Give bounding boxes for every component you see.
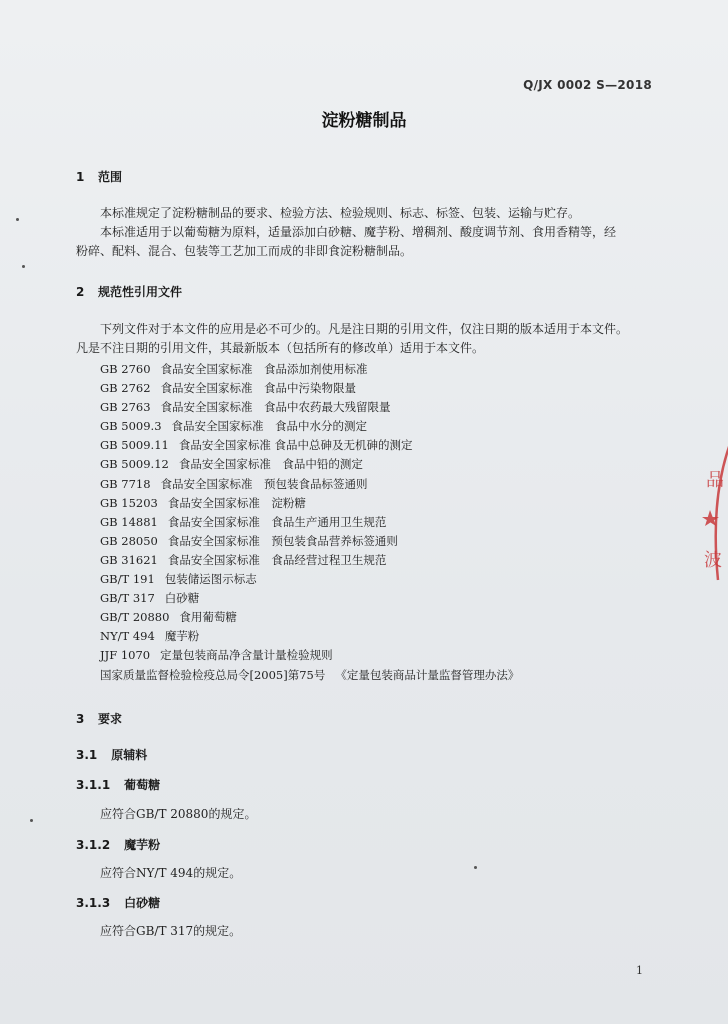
reference-title: 食品安全国家标准 淀粉糖 (167, 495, 306, 510)
subsection-3-1-heading (76, 746, 147, 763)
reference-code: GB 14881 (100, 514, 158, 529)
reference-code: GB/T 317 (100, 591, 155, 606)
reference-item (100, 398, 519, 417)
reference-item (100, 589, 519, 608)
reference-title: 包装储运图示标志 (164, 572, 257, 587)
references-intro-line-1: 下列文件对于本文件的应用是必不可少的。凡是注日期的引用文件，仅注日期的版本适用于本文件。 (100, 322, 629, 336)
reference-item (100, 513, 519, 532)
reference-title: 食品安全国家标准 食品中水分的测定 (171, 419, 368, 434)
reference-title: 食品安全国家标准 食品中农药最大残留限量 (160, 400, 391, 415)
reference-title: 食品安全国家标准 食品中污染物限量 (160, 381, 357, 396)
clause-3-1-2-heading (76, 836, 160, 853)
scope-paragraph-1: 本标准规定了淀粉糖制品的要求、检验方法、检验规则、标志、标签、包装、运输与贮存。 (100, 206, 581, 220)
reference-code: GB 5009.11 (100, 438, 169, 453)
clause-3-1-2-text: 应符合NY/T 494的规定。 (100, 866, 242, 880)
reference-item (100, 436, 519, 455)
standard-number: Q/JX 0002 S—2018 (523, 78, 652, 92)
reference-item (100, 475, 519, 494)
reference-title: 食品安全国家标准 食品中总砷及无机砷的测定 (178, 438, 413, 453)
reference-code: GB 2760 (100, 362, 151, 376)
clause-3-1-1-text: 应符合GB/T 20880的规定。 (100, 807, 257, 821)
clause-number: 3.1.1 (76, 778, 111, 792)
seal-char: 波 (704, 550, 722, 571)
reference-code: GB/T 191 (100, 572, 155, 587)
reference-title: 食品安全国家标准 食品添加剂使用标准 (160, 362, 368, 376)
section-number: 3 (76, 712, 85, 726)
section-title: 规范性引用文件 (98, 285, 183, 299)
reference-item (100, 455, 519, 474)
reference-title: 食品安全国家标准 食品中铅的测定 (178, 457, 363, 472)
seal-char: 品 (706, 470, 724, 491)
clause-3-1-3-heading (76, 894, 160, 911)
section-1-heading (76, 168, 122, 185)
reference-code: GB 28050 (100, 533, 158, 548)
reference-code: GB 5009.3 (100, 419, 162, 434)
scan-speck (474, 866, 477, 869)
normative-references-list (100, 360, 519, 685)
reference-code: GB 2762 (100, 381, 151, 396)
scope-paragraph-2-line-1: 本标准适用于以葡萄糖为原料，适量添加白砂糖、魔芋粉、增稠剂、酸度调节剂、食用香精等，经 (100, 225, 617, 239)
reference-item (100, 627, 519, 646)
reference-item (100, 570, 519, 589)
reference-code: JJF 1070 (100, 648, 151, 663)
reference-item (100, 417, 519, 436)
reference-title: 《定量包装商品计量监督管理办法》 (335, 667, 520, 682)
section-number: 2 (76, 285, 85, 299)
reference-title: 定量包装商品净含量计量检验规则 (160, 648, 333, 663)
reference-code: GB 2763 (100, 400, 151, 415)
reference-item (100, 494, 519, 513)
reference-code: GB/T 20880 (100, 610, 170, 625)
clause-title: 白砂糖 (124, 896, 161, 910)
section-number: 1 (76, 170, 85, 184)
clause-number: 3.1.3 (76, 896, 111, 910)
scope-paragraph-2-line-2: 粉碎、配料、混合、包装等工艺加工而成的非即食淀粉糖制品。 (76, 244, 413, 258)
clause-3-1-1-heading (76, 776, 160, 793)
reference-title: 魔芋粉 (164, 629, 200, 644)
reference-title: 白砂糖 (164, 591, 200, 606)
reference-title: 食品安全国家标准 预包装食品标签通则 (160, 476, 368, 491)
clause-3-1-3-text: 应符合GB/T 317的规定。 (100, 924, 242, 938)
reference-code: 国家质量监督检验检疫总局令[2005]第75号 (100, 667, 326, 682)
subsection-title: 原辅料 (111, 748, 148, 762)
reference-code: GB 7718 (100, 476, 151, 491)
reference-item (100, 608, 519, 627)
reference-item (100, 551, 519, 570)
reference-code: GB 5009.12 (100, 457, 169, 472)
references-intro-line-2: 凡是不注日期的引用文件，其最新版本（包括所有的修改单）适用于本文件。 (76, 341, 485, 355)
reference-code: NY/T 494 (100, 629, 155, 644)
section-3-heading (76, 710, 122, 727)
reference-item (100, 646, 519, 665)
scan-speck (22, 265, 25, 268)
subsection-number: 3.1 (76, 748, 98, 762)
clause-number: 3.1.2 (76, 838, 111, 852)
section-2-heading (76, 283, 182, 300)
document-title: 淀粉糖制品 (321, 111, 407, 131)
scan-speck (16, 218, 19, 221)
reference-title: 食用葡萄糖 (179, 610, 237, 625)
reference-title: 食品安全国家标准 食品生产通用卫生规范 (167, 514, 387, 529)
clause-title: 魔芋粉 (124, 838, 161, 852)
page-number: 1 (636, 964, 643, 977)
scan-speck (30, 819, 33, 822)
reference-title: 食品安全国家标准 食品经营过程卫生规范 (167, 552, 387, 567)
reference-item (100, 532, 519, 551)
official-seal-stamp (700, 440, 728, 590)
reference-item (100, 360, 519, 379)
reference-item (100, 379, 519, 398)
reference-code: GB 15203 (100, 495, 158, 510)
clause-title: 葡萄糖 (124, 778, 161, 792)
reference-item (100, 666, 519, 685)
reference-code: GB 31621 (100, 552, 158, 567)
section-title: 要求 (98, 712, 123, 726)
section-title: 范围 (98, 170, 123, 184)
reference-title: 食品安全国家标准 预包装食品营养标签通则 (167, 533, 398, 548)
